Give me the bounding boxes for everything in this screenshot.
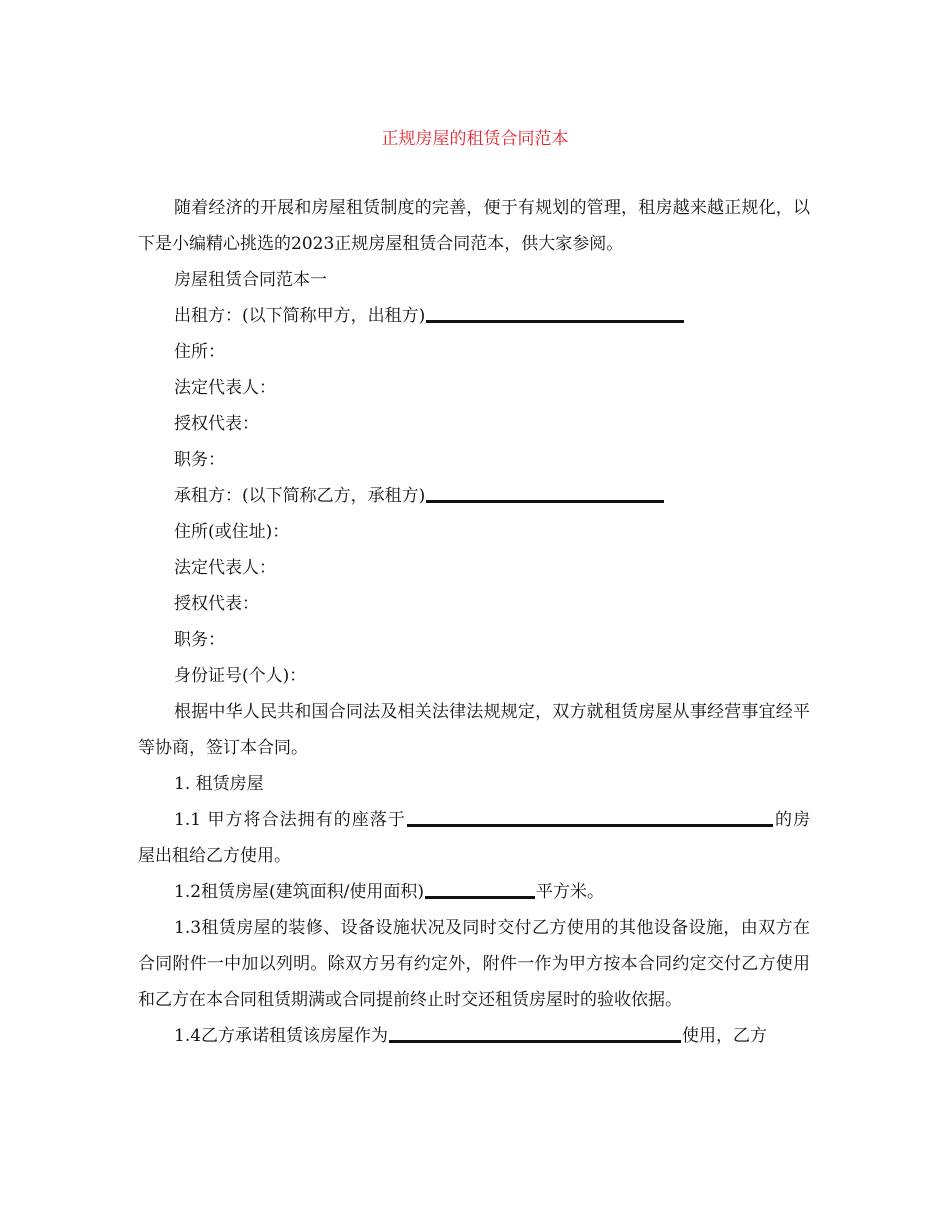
lessee-id-number: 身份证号(个人)： bbox=[174, 666, 307, 686]
preamble-paragraph: 根据中华人民共和国合同法及相关法律法规规定，双方就租赁房屋从事经营事宜经平等协商，签订本合同。 bbox=[138, 702, 810, 758]
clause-1-1-text-b: 的房屋出租给乙方使用。 bbox=[138, 810, 810, 866]
lessee-label: 承租方：(以下简称乙方，承租方) bbox=[174, 486, 426, 506]
location-blank bbox=[407, 824, 773, 827]
clause-1-4 bbox=[138, 1018, 810, 1054]
document-body bbox=[138, 190, 810, 1054]
lessor-authorized-rep: 授权代表： bbox=[174, 414, 259, 434]
clause-1-4-text-a: 1.4乙方承诺租赁该房屋作为 bbox=[174, 1026, 389, 1046]
intro-paragraph: 随着经济的开展和房屋租赁制度的完善，便于有规划的管理，租房越来越正规化，以下是小编精心挑选的2023正规房屋租赁合同范本，供大家参阅。 bbox=[138, 198, 810, 254]
clause-1-2-text-b: 平方米。 bbox=[536, 882, 605, 902]
lessor-position: 职务： bbox=[174, 450, 225, 470]
clause-1-1-text-a: 1.1 甲方将合法拥有的座落于 bbox=[174, 810, 406, 830]
lessor-address: 住所： bbox=[174, 342, 225, 362]
clause-1-2-text-a: 1.2租赁房屋(建筑面积/使用面积) bbox=[174, 882, 425, 902]
section-title: 房屋租赁合同范本一 bbox=[174, 270, 327, 290]
lessee-legal-rep: 法定代表人： bbox=[174, 558, 276, 578]
document-title: 正规房屋的租赁合同范本 bbox=[381, 129, 569, 149]
clause-1-4-text-b: 使用，乙方 bbox=[682, 1026, 768, 1046]
clause-1-1 bbox=[138, 802, 810, 874]
clause-1-3: 1.3租赁房屋的装修、设备设施状况及同时交付乙方使用的其他设备设施，由双方在合同附件一中加以列明。除双方另有约定外，附件一作为甲方按本合同约定交付乙方使用和乙方在本合同租赁期满或合同提前终止时交还租赁房屋时的验收依据。 bbox=[138, 918, 810, 1010]
area-blank bbox=[425, 896, 535, 899]
lessor-label: 出租方：(以下简称甲方，出租方) bbox=[174, 306, 426, 326]
lessor-legal-rep: 法定代表人： bbox=[174, 378, 276, 398]
lessee-position: 职务： bbox=[174, 630, 225, 650]
lessee-line bbox=[138, 478, 810, 514]
lessor-name-blank bbox=[426, 320, 684, 323]
lessee-authorized-rep: 授权代表： bbox=[174, 594, 259, 614]
lessee-address: 住所(或住址)： bbox=[174, 522, 290, 542]
clause-1-title: 1. 租赁房屋 bbox=[174, 774, 264, 794]
clause-1-2 bbox=[138, 874, 810, 910]
lessee-name-blank bbox=[426, 500, 664, 503]
usage-blank bbox=[389, 1040, 681, 1043]
lessor-line bbox=[138, 298, 810, 334]
